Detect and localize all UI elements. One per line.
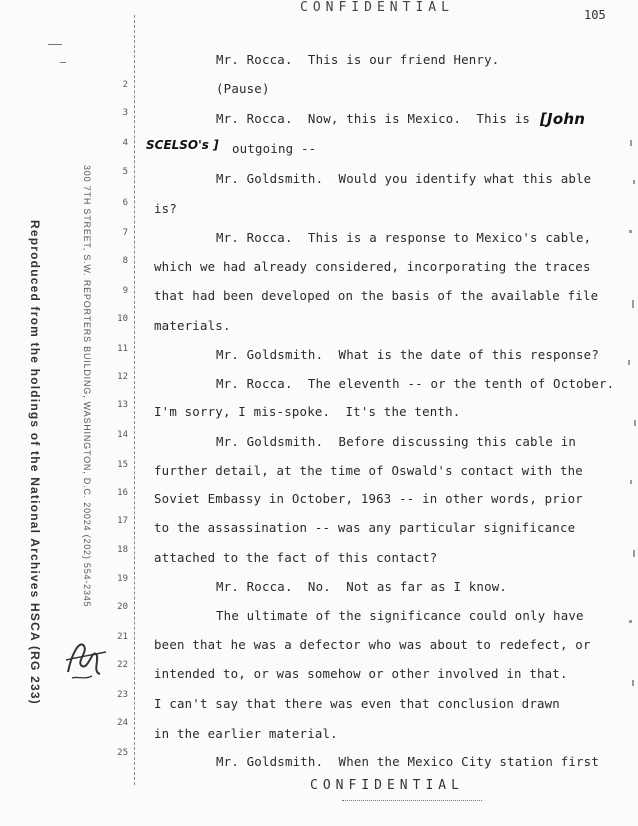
line-number: 6	[122, 198, 128, 208]
line-number: 18	[117, 545, 128, 555]
transcript-line: I'm sorry, I mis-spoke. It's the tenth.	[154, 404, 461, 419]
footer-rule	[342, 800, 482, 805]
reporter-note-text: 300 7TH STREET, S.W. REPORTERS BUILDING, WASHINGTON, D.C. 20024 (202) 554-2345	[82, 165, 92, 608]
margin-mark	[60, 62, 66, 63]
transcript-line: Mr. Rocca. No. Not as far as I know.	[216, 579, 508, 594]
confidential-header: CONFIDENTIAL	[300, 0, 454, 15]
transcript-line: further detail, at the time of Oswald's contact with the	[154, 463, 583, 478]
scan-edge-noise	[624, 120, 638, 740]
transcript-line: been that he was a defector who was about to redefect, or	[154, 637, 591, 652]
handwritten-annotation: SCELSO's ]	[146, 138, 219, 152]
line-number: 9	[122, 286, 128, 296]
line-number: 19	[117, 574, 128, 584]
page-number: 105	[584, 8, 606, 22]
line-number: 13	[117, 400, 128, 410]
transcript-line: is?	[154, 201, 177, 216]
archive-note-text: Reproduced from the holdings of the National Archives HSCA (RG 233)	[28, 220, 42, 705]
line-number: 21	[117, 632, 128, 642]
transcript-line: Soviet Embassy in October, 1963 -- in other words, prior	[154, 491, 583, 506]
margin-mark	[48, 44, 62, 45]
transcript-line: that had been developed on the basis of the available file	[154, 288, 599, 303]
line-number: 16	[117, 488, 128, 498]
line-number: 8	[122, 256, 128, 266]
transcript-line: The ultimate of the significance could only have	[216, 608, 584, 623]
transcript-line: intended to, or was somehow or other involved in that.	[154, 666, 568, 681]
line-number: 17	[117, 516, 128, 526]
line-number: 15	[117, 460, 128, 470]
transcript-line: Mr. Goldsmith. When the Mexico City station first	[216, 754, 599, 769]
transcript-line: I can't say that there was even that conclusion drawn	[154, 696, 560, 711]
transcript-line: to the assassination -- was any particular significance	[154, 520, 576, 535]
line-number: 25	[117, 748, 128, 758]
handwritten-initials-icon	[62, 632, 110, 684]
line-number: 23	[117, 690, 128, 700]
margin-rule	[134, 15, 136, 785]
transcript-line: in the earlier material.	[154, 726, 338, 741]
line-number: 4	[122, 138, 128, 148]
transcript-line: Mr. Rocca. The eleventh -- or the tenth of October.	[216, 376, 615, 391]
line-number: 3	[122, 108, 128, 118]
handwritten-annotation: [John	[540, 110, 586, 128]
line-number: 7	[122, 228, 128, 238]
line-number: 12	[117, 372, 128, 382]
transcript-line: (Pause)	[216, 81, 270, 96]
transcript-line: Mr. Goldsmith. Before discussing this cable in	[216, 434, 577, 449]
transcript-line: Mr. Goldsmith. Would you identify what this able	[216, 171, 592, 186]
confidential-footer: CONFIDENTIAL	[310, 778, 464, 793]
line-number: 11	[117, 344, 128, 354]
transcript-line: Mr. Goldsmith. What is the date of this response?	[216, 347, 599, 362]
line-number: 14	[117, 430, 128, 440]
transcript-line: Mr. Rocca. Now, this is Mexico. This is	[216, 111, 531, 126]
transcript-line: which we had already considered, incorporating the traces	[154, 259, 591, 274]
line-number: 24	[117, 718, 128, 728]
transcript-line: Mr. Rocca. This is a response to Mexico's cable,	[216, 230, 592, 245]
transcript-line: outgoing --	[232, 141, 317, 156]
transcript-line: materials.	[154, 318, 231, 333]
transcript-line: Mr. Rocca. This is our friend Henry.	[216, 52, 500, 67]
line-number: 20	[117, 602, 128, 612]
line-number: 10	[117, 314, 128, 324]
line-number: 2	[122, 80, 128, 90]
line-number: 5	[122, 167, 128, 177]
line-number: 22	[117, 660, 128, 670]
transcript-line: attached to the fact of this contact?	[154, 550, 438, 565]
